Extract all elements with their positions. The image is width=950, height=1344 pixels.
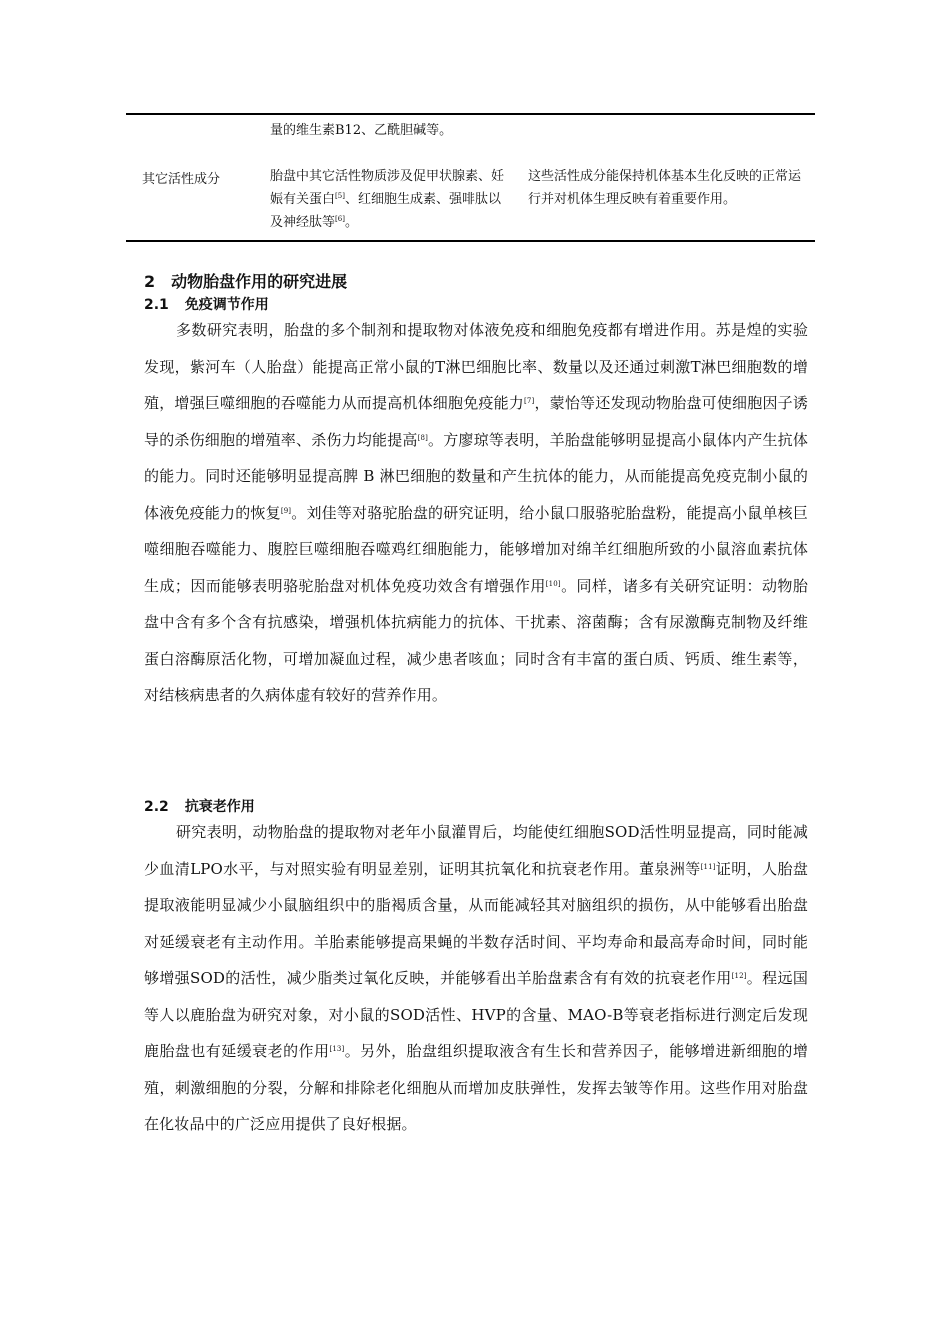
paragraph-immune-regulation — [144, 312, 808, 714]
table-top-rule — [126, 113, 815, 115]
citation: [12] — [731, 972, 747, 980]
table-cell-function: 这些活性成分能保持机体基本生化反映的正常运行并对机体生理反映有着重要作用。 — [528, 169, 802, 207]
citation: [7] — [524, 397, 535, 405]
citation: [10] — [545, 579, 561, 588]
citation: [9] — [280, 506, 292, 515]
section-title: 免疫调节作用 — [184, 297, 269, 313]
table-continued-cell: 量的维生素B12、乙酰胆碱等。 — [270, 123, 453, 138]
paragraph-anti-aging — [144, 814, 808, 1143]
table-bottom-rule — [126, 240, 815, 242]
citation: [11] — [700, 862, 716, 871]
paragraph-text: 。方廖琼等表明，羊胎盘能够明显提高小鼠体内产生抗体的能力。同时还能够明显提高脾 B 淋巴细胞的数量和产生抗体的能力，从而能提高免疫克制小鼠的体液免疫能力的恢复 — [144, 430, 808, 522]
section-2-heading — [144, 271, 347, 293]
table-cell-content-text: 胎盘中其它活性物质涉及促甲状腺素、妊娠有关蛋白 — [270, 169, 505, 207]
citation: [5] — [335, 192, 345, 200]
paragraph-text: 证明，人胎盘提取液能明显减少小鼠脑组织中的脂褐质含量，从而能减轻其对脑组织的损伤，从中能够看出胎盘对延缓衰老有主动作用。羊胎素能够提高果蝇的半数存活时间、平均寿命和最高寿命时间，同时能够增强SOD的活性，减少脂类过氧化反映，并能够看出羊胎盘素含有有效的抗衰老作用 — [144, 859, 809, 987]
citation: [8] — [417, 433, 428, 442]
table-cell-content-text: 、红细胞生成素、强啡肽以及神经肽等 — [270, 192, 501, 230]
table-cell-content — [270, 165, 504, 234]
section-title: 抗衰老作用 — [184, 799, 255, 815]
citation: [6] — [335, 215, 345, 223]
paragraph-text: 。同样，诸多有关研究证明：动物胎盘中含有多个含有抗感染，增强机体抗病能力的抗体、干扰素、溶菌酶；含有尿激酶克制物及纤维蛋白溶酶原活化物，可增加凝血过程，减少患者咳血；同时含有丰富的蛋白质、钙质、维生素等，对结核病患者的久病体虚有较好的营养作用。 — [144, 576, 809, 704]
citation: [13] — [329, 1045, 345, 1053]
section-number: 2 — [144, 272, 156, 291]
paragraph-text: 。另外，胎盘组织提取液含有生长和营养因子，能够增进新细胞的增殖，刺激细胞的分裂，分解和排除老化细胞从而增加皮肤弹性，发挥去皱等作用。这些作用对胎盘在化妆品中的广泛应用提供了良好根据。 — [144, 1042, 808, 1133]
paragraph-text: 。刘佳等对骆驼胎盘的研究证明，给小鼠口服骆驼胎盘粉，能提高小鼠单核巨噬细胞吞噬能力、腹腔巨噬细胞吞噬鸡红细胞能力，能够增加对绵羊红细胞所致的小鼠溶血素抗体生成；因而能够表明骆驼胎盘对机体免疫功效含有增强作用 — [144, 503, 808, 595]
paragraph-text: 研究表明，动物胎盘的提取物对老年小鼠灌胃后，均能使红细胞SOD活性明显提高，同时能减少血清LPO水平，与对照实验有明显差别，证明其抗氧化和抗衰老作用。董泉洲等 — [144, 823, 808, 878]
table-cell-category: 其它活性成分 — [142, 172, 221, 187]
section-number: 2.2 — [144, 799, 169, 815]
table-cell-content-text: 。 — [344, 215, 358, 230]
section-title: 动物胎盘作用的研究进展 — [171, 272, 348, 291]
section-number: 2.1 — [144, 297, 169, 313]
paragraph-text: 多数研究表明，胎盘的多个制剂和提取物对体液免疫和细胞免疫都有增进作用。苏是煌的实验发现，紫河车（人胎盘）能提高正常小鼠的T淋巴细胞比率、数量以及还通过刺激T淋巴细胞数的增殖，增强巨噬细胞的吞噬能力从而提高机体细胞免疫能力 — [144, 321, 808, 412]
paragraph-text: ，蒙怡等还发现动物胎盘可使细胞因子诱导的杀伤细胞的增殖率、杀伤力均能提高 — [144, 394, 808, 449]
paragraph-text: 。程远国等人以鹿胎盘为研究对象，对小鼠的SOD活性、HVP的含量、MAO-B等衰老指标进行测定后发现鹿胎盘也有延缓衰老的作用 — [144, 969, 808, 1060]
